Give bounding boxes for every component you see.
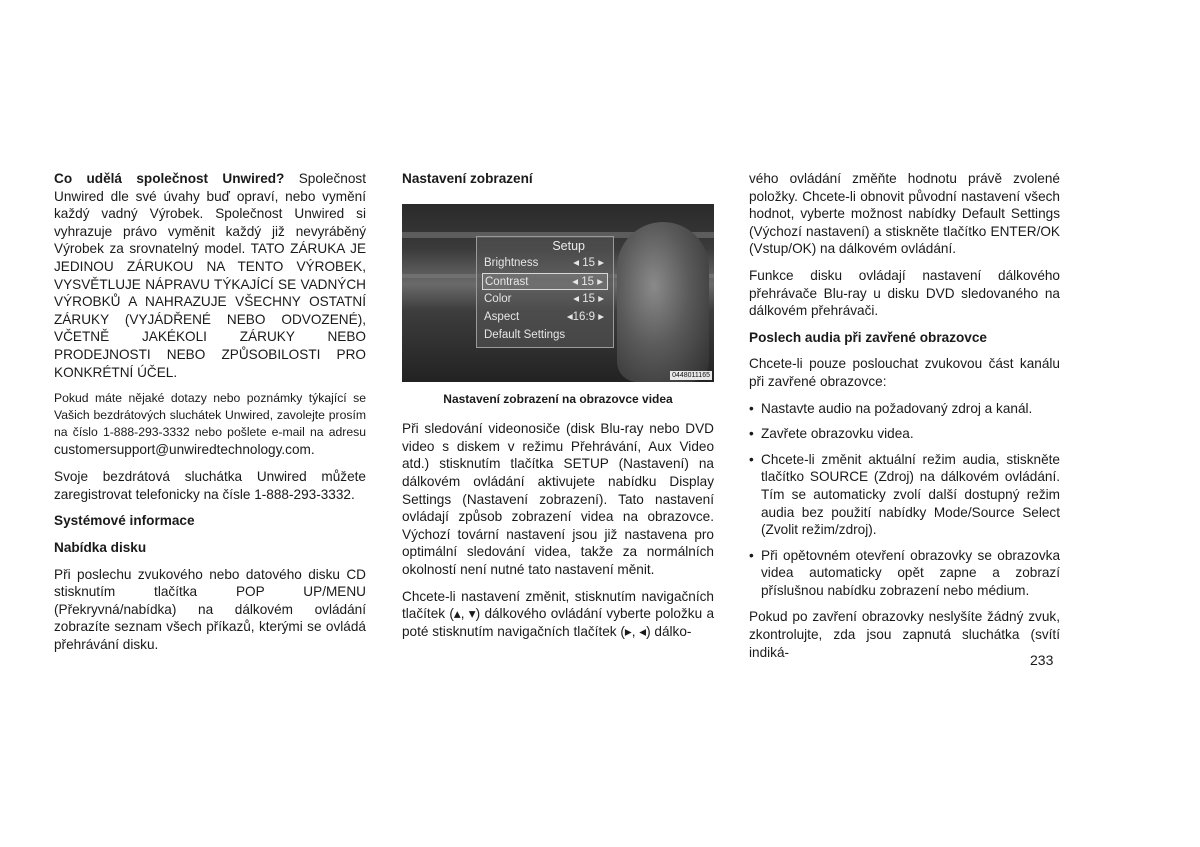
- disc-functions-paragraph: Funkce disku ovládají nastavení dálkového přehrávače Blu-ray u disku DVD sledovaného na dálkovém přehrávači.: [749, 267, 1060, 319]
- display-paragraph-1: Při sledování videonosiče (disk Blu-ray nebo DVD video s diskem v režimu Přehrávání, Aux Video atd.) stisknutím tlačítka SETUP (Nastavení) na dálkovém ovládání aktivujete nabídku Display Settings (Nastavení zobrazení). Tato nastavení ovládají způsob zobrazení videa na obrazovce. Výchozí tovární nastavení jsou již nastavena pro optimální sledování videa, takže za normálních okolností není nutné tato nastavení měnit.: [402, 421, 714, 577]
- continuation-paragraph: vého ovládání změňte hodnotu právě zvolené položky. Chcete-li obnovit původní nastavení všech hodnot, vyberte možnost nabídky Default Settings (Výchozí nastavení) a stiskněte tlačítko ENTER/OK (Vstup/OK) na dálkovém ovládání.: [749, 171, 1060, 257]
- setup-row-value: ◂ 15 ▸: [573, 292, 604, 305]
- setup-row-value: ◂ 15 ▸: [573, 256, 604, 269]
- page-number: 233: [1030, 652, 1054, 668]
- audio-closed-screen-heading: Poslech audia při zavřené obrazovce: [749, 329, 987, 345]
- setup-row-label: Aspect: [484, 310, 520, 323]
- list-item: • Nastavte audio na požadovaný zdroj a kanál.: [749, 400, 1060, 418]
- disc-menu-heading: Nabídka disku: [54, 539, 147, 555]
- warranty-question: Co udělá společnost Unwired?: [54, 171, 285, 186]
- disc-menu-paragraph: Při poslechu zvukového nebo datového disku CD stisknutím tlačítka POP UP/MENU (Překryvná/nabídka) na dálkovém ovládání zobrazíte seznam všech příkazů, kterými se ovládá přehrávání disku.: [54, 566, 366, 652]
- list-item: • Zavřete obrazovku videa.: [749, 425, 1060, 443]
- setup-menu-overlay: [476, 236, 614, 348]
- audio-intro-paragraph: Chcete-li pouze poslouchat zvukovou část kanálu při zavřené obrazovce:: [749, 356, 1060, 389]
- no-sound-paragraph: Pokud po zavření obrazovky neslyšíte žádný zvuk, zkontrolujte, zda jsou zapnutá sluchátka (svítí indiká-: [749, 609, 1060, 660]
- figure-caption: Nastavení zobrazení na obrazovce videa: [443, 391, 673, 406]
- setup-row-aspect: [482, 309, 608, 326]
- setup-row-contrast: [482, 273, 608, 290]
- display-settings-heading: Nastavení zobrazení: [402, 171, 533, 186]
- contact-paragraph: [54, 390, 366, 459]
- setup-menu-title: Setup: [552, 238, 585, 253]
- register-paragraph: Svoje bezdrátová sluchátka Unwired můžete zaregistrovat telefonicky na čísle 1-888-293-3332.: [54, 469, 366, 502]
- audio-steps-list: [749, 400, 1060, 600]
- contact-email: customersupport@unwiredtechnology.com.: [54, 442, 315, 458]
- setup-row-color: [482, 291, 608, 308]
- figure-code: 0448011165: [672, 371, 710, 379]
- setup-row-value: ◂ 15 ▸: [572, 275, 603, 288]
- setup-row-label: Brightness: [484, 256, 539, 269]
- setup-row-label: Default Settings: [484, 328, 566, 341]
- list-item: • Při opětovném otevření obrazovky se obrazovka videa automaticky opět zapne a zobrazí příslušnou nabídku zobrazení nebo médium.: [749, 547, 1060, 600]
- warranty-paragraph: [54, 170, 366, 381]
- setup-row-label: Color: [484, 292, 512, 305]
- warranty-caps-text: TATO ZÁRUKA JE JEDINOU ZÁRUKOU NA TENTO VÝROBEK, VYSVĚTLUJE NÁPRAVU TÝKAJÍCÍ SE VADNÝCH VÝROBKŮ A NAHRAZUJE VŠECHNY OSTATNÍ ZÁRUKY (VYJÁDŘENÉ NEBO ODVOZENÉ), VČETNĚ JAKÉKOLI ZÁRUKY NEBO PRODEJNOSTI NEBO ZPŮSOBILOSTI PRO KONKRÉTNÍ ÚČEL.: [54, 241, 367, 380]
- column-right: [749, 170, 1060, 670]
- figure-person: [617, 222, 709, 382]
- contact-text: Pokud máte nějaké dotazy nebo poznámky týkající se Vašich bezdrátových sluchátek Unwired, zavolejte prosím na číslo 1-888-293-3332 nebo pošlete e-mail na adresu: [54, 391, 366, 440]
- column-left: [54, 170, 366, 662]
- display-settings-figure: [402, 204, 714, 382]
- setup-row-default-settings: [482, 327, 608, 344]
- warranty-text: Společnost Unwired dle své úvahy buď opraví, nebo vymění každý vadný Výrobek. Společnost Unwired si vyhrazuje právo vyměnit každý již nevyráběný Výrobek za srovnatelný model.: [54, 171, 366, 257]
- column-middle: [402, 170, 714, 649]
- list-item: • Chcete-li změnit aktuální režim audia, stiskněte tlačítko SOURCE (Zdroj) na dálkovém ovládání. Tím se automaticky zvolí další dostupný režim audia bez použití nabídky Mode/Source Select (Zvolit režim/zdroj).: [749, 451, 1060, 539]
- setup-row-brightness: [482, 255, 608, 272]
- display-paragraph-2: Chcete-li nastavení změnit, stisknutím navigačních tlačítek (▴, ▾) dálkového ovládání vyberte položku a poté stisknutím navigačních tlačítek (▸, ◂) dálko-: [402, 588, 714, 639]
- setup-row-label: Contrast: [485, 275, 529, 288]
- setup-row-value: ◂16:9 ▸: [566, 310, 604, 323]
- system-info-heading: Systémové informace: [54, 513, 195, 529]
